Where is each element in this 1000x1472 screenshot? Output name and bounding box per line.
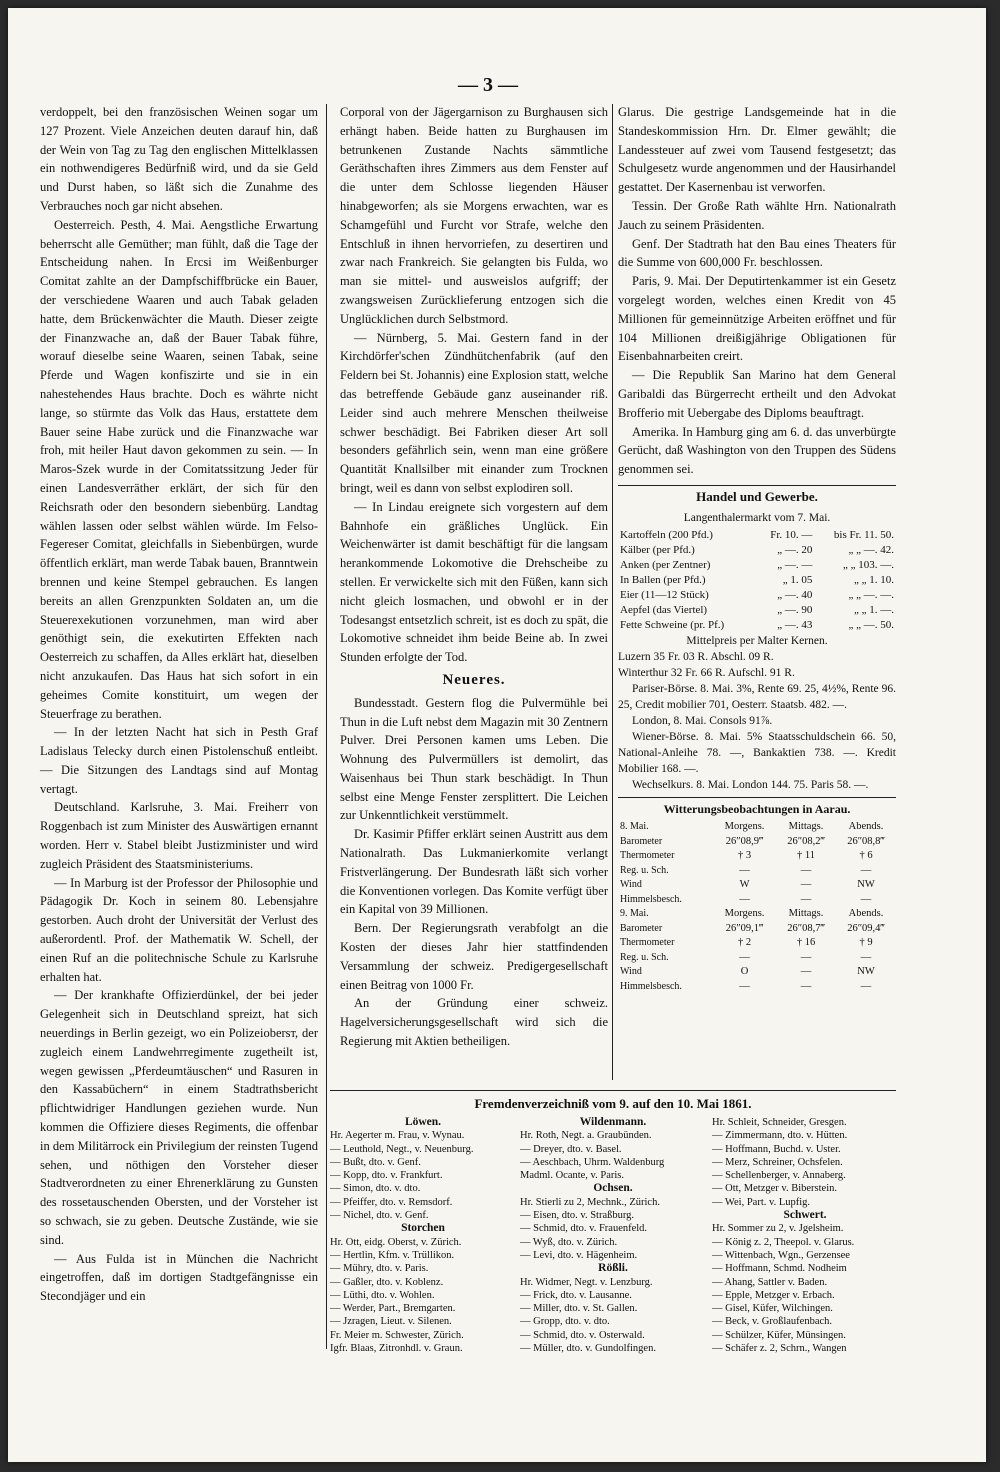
article-oesterreich: Oesterreich. Pesth, 4. Mai. Aengstliche Erwartung beherrscht alle Gemüther; man fühlt, daß die Tage der Entscheidung nahen. In Ercsi im Weißenburger Comitat zahlte an der Dampfschiffbrücke ein Bauer, der verschiedene Waaren und auch Tabak geladen hatte, dem Brückenwächter die Mauth. Dieser zeigte der Finanzwache an, daß der Bauer Tabak führe, worauf dieselbe seine Waaren, seinen Tabak, seine Pferde und Wagen konfiszirte und sie in ein nahestehendes Haus brachte. Doch es währte nicht lange, so stürmte das Volk das Haus, erstattete dem Bauer seine Habe zurück und die Finanzwache war froh, mit heiler Haut davon gekommen zu sein. — In Maros-Szek wurde in der Comitatssitzung Jeder für einen Landesverräther erklärt, der sich für den Reichsrath oder den besondern siebenbürg. Landtag wählen lassen oder selbst wählen würde. Im Felso-Fegereser Comitat, gleichfalls in Siebenbürgen, wurde öffentlich erklärt, man werde Tabak bauen, Branntwein brennen und keine Stempel gebrauchen. Es langen bereits an allen Grenzpunkten Soldaten an, um die Steuerexekutionen vorzunehmen, man wird aber genöthigt sein, die exekutirten Effekten nach Oesterreich zu schaffen, da Alles erklärt hat, dieselben nicht anzukaufen. Das Haus hat sich sofort in ein geheimes Comite konstituirt, um wegen der Steuerfrage zu berathen. xyxy=(40,217,318,721)
table-row: Barometer 26″08,9‴ 26″08,2‴ 26″08,8‴ xyxy=(620,835,885,847)
table-row: 9. Mai. Morgens. Mittags. Abends. xyxy=(620,908,884,920)
column-rule-1 xyxy=(326,104,327,1349)
list-item: Hr. Roth, Negt. a. Graubünden. xyxy=(520,1130,652,1142)
list-item: — Leuthold, Negt., v. Neuenburg. xyxy=(330,1143,474,1155)
table-row: Reg. u. Sch. — — — xyxy=(620,951,872,963)
list-item: — Pfeiffer, dto. v. Remsdorf. xyxy=(330,1196,453,1208)
table-row: Thermometer † 2 † 16 † 9 xyxy=(620,937,873,949)
list-item: — König z. 2, Theepol. v. Glarus. xyxy=(712,1236,855,1248)
table-row: Wind W — NW xyxy=(620,879,875,891)
list-item: — Müller, dto. v. Gundolfingen. xyxy=(520,1343,656,1355)
list-item: — Schmid, dto. v. Osterwald. xyxy=(520,1329,645,1341)
list-item: — Kopp, dto. v. Frankfurt. xyxy=(330,1170,443,1182)
list-item: — Ahang, Sattler v. Baden. xyxy=(712,1276,828,1288)
fremden-verzeichnis xyxy=(330,1096,896,1355)
article-nuernberg: — Nürnberg, 5. Mai. Gestern fand in der Kirchdörfer'schen Zündhütchenfabrik (auf den Feldern bei St. Johannis) eine Explosion statt, welche das betreffende Gebäude ganz auseinander riß. Leider sind auch mehrere Menschen theilweise schwer beschädigt. Bei Fabriken dieser Art soll besonders gefährlich sein, wenn man eine größere Quantität Knallsilber mit einander zum Trocknen bringt, weil es dann von selbst explodiren soll. xyxy=(340,330,608,495)
list-item: — Hertlin, Kfm. v. Trüllikon. xyxy=(330,1249,455,1261)
table-row: Thermometer † 3 † 11 † 6 xyxy=(620,850,873,862)
table-row: Barometer 26″09,1‴ 26″08,7‴ 26″09,4‴ xyxy=(620,922,885,934)
market-table xyxy=(618,528,896,633)
weather-rule xyxy=(618,797,896,798)
list-item: Fr. Meier m. Schwester, Zürich. xyxy=(330,1329,464,1341)
list-item: — Mühry, dto. v. Paris. xyxy=(330,1263,429,1275)
weather-table-day1 xyxy=(618,820,896,907)
hotel-heading-storchen: Storchen xyxy=(401,1222,445,1235)
article-bundesstadt: Bundesstadt. Gestern flog die Pulvermühle bei Thun in die Luft nebst dem Magazin mit 30 Zentnern Pulver. Drei Personen kamen ums Leben. Die Wohnung des Pulvermüllers ist demolirt, das Waisenhaus bei Thun stark beschädigt. In Thun selbst eine Menge Fenster zersplittert. Die Leichen zur Unkenntlichkeit verstümmelt. xyxy=(340,695,608,823)
table-row: Himmelsbesch. — — — xyxy=(620,893,872,905)
list-item: Hr. Sommer zu 2, v. Jgelsheim. xyxy=(712,1223,844,1235)
table-row: Himmelsbesch. — — — xyxy=(620,980,872,992)
market-title: Langenthalermarkt vom 7. Mai. xyxy=(683,511,831,524)
list-item: — Lüthi, dto. v. Wohlen. xyxy=(330,1289,435,1301)
article-glarus: Glarus. Die gestrige Landsgemeinde hat in die Standeskommission Hrn. Dr. Elmer gewählt; die Landessteuer auf zwei vom Tausend festgesetzt; das Schulgesetz wurde angenommen und der Hausirhandel gestattet. Der Kasernenbau ist verworfen. xyxy=(618,105,896,195)
list-item: — Jzragen, Lieut. v. Silenen. xyxy=(330,1316,452,1328)
list-item: — Hoffmann, Buchd. v. Uster. xyxy=(712,1143,841,1155)
table-row: Kälber (per Pfd.) „ —. 20 „ „ —. 42. xyxy=(620,543,894,556)
hotel-heading-roessli: Rößli. xyxy=(598,1262,628,1275)
pariser-boerse: Pariser-Börse. 8. Mai. 3%, Rente 69. 25, 4½%, Rente 96. 25, Credit mobilier 701, Oesterr. Staatsb. 482. —. xyxy=(618,682,896,711)
wiener-boerse: Wiener-Börse. 8. Mai. 5% Staatsschuldschein 66. 50, National-Anleihe 78. —, Bankaktien 738. —. Kredit Mobilier 168. —. xyxy=(618,730,896,775)
list-item: — Dreyer, dto. v. Basel. xyxy=(520,1143,622,1155)
hotel-heading-ochsen: Ochsen. xyxy=(593,1182,633,1195)
list-item: Hr. Widmer, Negt. v. Lenzburg. xyxy=(520,1276,653,1288)
list-item: — Werder, Part., Bremgarten. xyxy=(330,1303,456,1315)
list-item: Igfr. Blaas, Zitronhdl. v. Graun. xyxy=(330,1343,463,1355)
article-lindau: — In Lindau ereignete sich vorgestern auf dem Bahnhofe ein gräßliches Unglück. Ein Weichenwärter ist damit beschäftigt für die langsam herankommende Lokomotive die Drehscheibe zu stellen. Er verwickelte sich mit den Füßen, kann sich nicht gleich losmachen, und obwohl er in der Todesangst entsetzlich schreit, ist es doch zu spät, die Lokomotive schneidet ihm beide Beine ab. In zwei Stunden erfolgte der Tod. xyxy=(340,499,608,665)
article-offizierduenkel: — Der krankhafte Offizierdünkel, der bei jeder Gelegenheit sich in Deutschland spreizt, hat sich neuerdings in Berlin gezeigt, wo ein Polizeiobersт, der zugleich einem Landwehrregimente zugetheilt ist, wegen gewissen „Pferdeumtäuschen“ und Rasuren in den Kassabüchern“ in einem Stadtrathsbericht pflichtwidriger Handlungen geziehen wurde. Nun kommen die Offiziere dieses Regiments, die offenbar in dem Militärrock ein Privilegium der reinsten Tugend sehen, und nöthigen den Vorsteher dieser Stadtverordneten zu einer Ehrenerklärung zu Gunsten des rossetauschenden Obersten, und der Vorsteher ist so schwach, sie zu geben. Deutsche Zustände, wie sie sind. xyxy=(40,988,318,1247)
article-fulda: — Aus Fulda ist in München die Nachricht eingetroffen, daß im dortigen Stadtgefängnisse ein Stecondjäger und ein xyxy=(40,1251,318,1304)
handel-rule xyxy=(618,485,896,486)
article-hagel: An der Gründung einer schweiz. Hagelversicherungsgesellschaft wird sich die Regierung mit Aktien betheiligen. xyxy=(340,996,608,1049)
article-telecky: — In der letzten Nacht hat sich in Pesth Graf Ladislaus Telecky durch einen Pistolenschuß entleibt. — Die Sitzungen des Landtags sind auf Montag vertagt. xyxy=(40,725,318,796)
list-item: — Schellenberger, v. Annaberg. xyxy=(712,1170,846,1182)
article-amerika: Amerika. In Hamburg ging am 6. d. das unverbürgte Gerücht, daß Washington von den Truppen des Südens genommen sei. xyxy=(618,424,896,477)
list-item: — Aeschbach, Uhrm. Waldenburg xyxy=(520,1156,665,1168)
table-row: In Ballen (per Pfd.) „ 1. 05 „ „ 1. 10. xyxy=(620,573,894,586)
article-bern: Bern. Der Regierungsrath verabfolgt an die Kosten der dieses Jahr hier stattfindenden Versammlung der schweiz. Predigergesellschaft einen Beitrag von 1000 Fr. xyxy=(340,921,608,992)
list-item: — Gisel, Küfer, Wilchingen. xyxy=(712,1303,833,1315)
hotel-heading-wildenmann: Wildenmann. xyxy=(579,1116,647,1128)
weather-table-day2 xyxy=(618,907,896,994)
list-item: — Nichel, dto. v. Genf. xyxy=(330,1210,429,1222)
list-item: — Frick, dto. v. Lausanne. xyxy=(520,1289,632,1301)
list-item: — Beck, v. Großlaufenbach. xyxy=(712,1316,833,1328)
list-item: — Miller, dto. v. St. Gallen. xyxy=(520,1303,638,1315)
list-item: — Wyß, dto. v. Zürich. xyxy=(520,1236,618,1248)
article-deutschland: Deutschland. Karlsruhe, 3. Mai. Freiherr von Roggenbach ist zum Minister des Auswärtigen ernannt worden. Herr v. Stabel bleibt Justizminister und wird zugleich Präsident des Staatsministeriums. xyxy=(40,800,318,871)
weather-heading: Witterungsbeobachtungen in Aarau. xyxy=(663,801,851,816)
list-item: — Eisen, dto. v. Straßburg. xyxy=(520,1210,635,1222)
list-item: — Wittenbach, Wgn., Gerzensee xyxy=(712,1249,850,1261)
list-item: — Gaßler, dto. v. Koblenz. xyxy=(330,1276,444,1288)
list-item: — Levi, dto. v. Hägenheim. xyxy=(520,1249,638,1261)
list-item: — Gropp, dto. v. dto. xyxy=(520,1316,610,1328)
list-item: Hr. Stierli zu 2, Mechnk., Zürich. xyxy=(520,1196,660,1208)
fremden-column-1 xyxy=(330,1116,516,1355)
article-wine: verdoppelt, bei den französischen Weinen sogar um 127 Prozent. Viele Anzeichen deuten darauf hin, daß der Wein von Tag zu Tag den englischen Mittelklassen ein nothwendigeres Bedürfniß wird, und da sie Geld und Durst haben, so läßt sich die Zunahme des Verbrauches noch gar nicht absehen. xyxy=(40,105,318,213)
list-item: — Schmid, dto. v. Frauenfeld. xyxy=(520,1223,648,1235)
list-item: — Zimmermann, dto. v. Hütten. xyxy=(712,1130,848,1142)
list-item: — Epple, Metzger v. Erbach. xyxy=(712,1289,835,1301)
article-genf: Genf. Der Stadtrath hat den Bau eines Theaters für die Summe von 600,000 Fr. beschlossen. xyxy=(618,236,896,270)
fremden-column-2 xyxy=(520,1116,706,1355)
winterthur-price: Winterthur 32 Fr. 66 R. Aufschl. 91 R. xyxy=(618,666,795,679)
list-item: Hr. Ott, eidg. Oberst, v. Zürich. xyxy=(330,1236,462,1248)
list-item: Hr. Schleit, Schneider, Gresgen. xyxy=(712,1117,847,1128)
neueres-heading: Neueres. xyxy=(442,671,506,688)
table-row: Aepfel (das Viertel) „ —. 90 „ „ 1. —. xyxy=(620,603,894,616)
column-rule-2 xyxy=(612,104,613,1080)
list-item: — Merz, Schreiner, Ochsfelen. xyxy=(712,1156,843,1168)
list-item: Madml. Ocante, v. Paris. xyxy=(520,1170,625,1182)
table-row: Eier (11—12 Stück) „ —. 40 „ „ —. —. xyxy=(620,588,894,601)
list-item: Hr. Aegerter m. Frau, v. Wynau. xyxy=(330,1130,465,1142)
article-tessin: Tessin. Der Große Rath wählte Hrn. Nationalrath Jauch zu seinem Präsidenten. xyxy=(618,198,896,232)
page-number: — 3 — xyxy=(458,74,518,96)
article-pfiffer: Dr. Kasimir Pfiffer erklärt seinen Austritt aus dem Nationalrath. Das Lukmanierkomite verlangt Fristverlängerung. Der Bundesrath läßt sich vorher die Konventionen vorlegen. Das Komite verfügt über ein Kapital von 39 Millionen. xyxy=(340,827,608,917)
newspaper-page xyxy=(8,8,986,1462)
table-row: Anken (per Zentner) „ —. — „ „ 103. —. xyxy=(620,558,894,571)
list-item: — Ott, Metzger v. Biberstein. xyxy=(712,1183,838,1195)
mittelpreis: Mittelpreis per Malter Kernen. xyxy=(686,634,828,647)
fremden-top-rule xyxy=(330,1090,896,1091)
table-row: Wind O — NW xyxy=(620,966,875,978)
table-row: Reg. u. Sch. — — — xyxy=(620,864,872,876)
article-paris: Paris, 9. Mai. Der Deputirtenkammer ist ein Gesetz vorgelegt worden, welches einen Kredit von 45 Millionen für gemeinnützige Arbeiten eröffnet und für 104 Millionen dreißigjährige Obligationen für Eisenbahnarbeiten creirt. xyxy=(618,274,896,364)
hotel-heading-schwert: Schwert. xyxy=(783,1209,827,1222)
fremden-column-3 xyxy=(712,1116,898,1355)
column-2 xyxy=(340,103,608,1071)
column-3 xyxy=(618,103,896,1071)
fremden-title: Fremdenverzeichniß vom 9. auf den 10. Mai 1861. xyxy=(474,1096,752,1111)
article-marburg: — In Marburg ist der Professor der Philosophie und Pädagogik Dr. Koch in seinem 80. Lebensjahre gestorben. Auch droht der Universität der Verlust des außerordentl. Prof. der Mathematik W. Schell, der einen Ruf an die politechnische Schule zu Karlsruhe erhalten hat. xyxy=(40,875,318,984)
table-row: Fette Schweine (pr. Pf.) „ —. 43 „ „ —. 50. xyxy=(620,618,894,631)
list-item: — Bußt, dto. v. Genf. xyxy=(330,1156,421,1168)
list-item: — Schülzer, Küfer, Münsingen. xyxy=(712,1329,846,1341)
table-row: Kartoffeln (200 Pfd.) Fr. 10. — bis Fr. 11. 50. xyxy=(620,528,894,541)
list-item: — Hoffmann, Schmd. Nodheim xyxy=(712,1263,847,1275)
column-1 xyxy=(40,103,318,1355)
list-item: — Simon, dto. v. dto. xyxy=(330,1183,421,1195)
article-burghausen: Corporal von der Jägergarnison zu Burghausen sich erhängt haben. Beide hatten zu Burghausen im betrunkenen Zustande Nachts sämmtliche Geräthschaften ihres Zimmers aus dem Fenster auf die unter dem Schlosse liegenden Häuser hinabgeworfen; als sie Morgens erwachten, war es Schamgefühl und Furcht vor Strafe, welche den Entschluß in ihnen hervorriefen, zu desertiren und zwar nach Frankreich. Sie gelangten bis Fulda, wo man sie mittel- und ausweislos aufgriff; der zwangsweisen Zurücklieferung entzogen sich die Unglücklichen durch Selbstmord. xyxy=(340,105,608,326)
hotel-heading-loewen: Löwen. xyxy=(404,1116,442,1128)
list-item: — Wei, Part. v. Lupfig. xyxy=(712,1196,811,1208)
luzern-price: Luzern 35 Fr. 03 R. Abschl. 09 R. xyxy=(618,650,774,663)
table-row: 8. Mai. Morgens. Mittags. Abends. xyxy=(620,821,884,833)
london-consols: London, 8. Mai. Consols 91⅞. xyxy=(632,714,773,727)
article-san-marino: — Die Republik San Marino hat dem General Garibaldi das Bürgerrecht ertheilt und den Advokat Brofferio mit Uebergabe des Diploms beauftragt. xyxy=(618,368,896,420)
handel-heading: Handel und Gewerbe. xyxy=(696,488,818,504)
list-item: — Schäfer z. 2, Schrn., Wangen xyxy=(712,1343,847,1355)
wechselkurs: Wechselkurs. 8. Mai. London 144. 75. Paris 58. —. xyxy=(632,778,869,791)
